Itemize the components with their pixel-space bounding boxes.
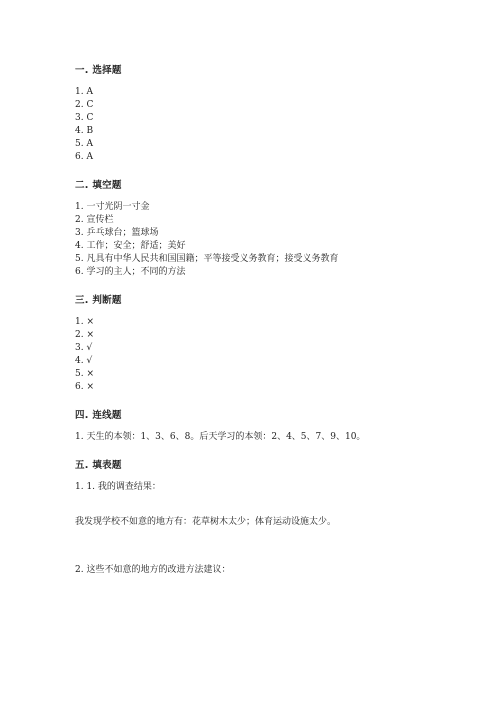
fill-blank-answer-5: 5. 凡具有中华人民共和国国籍；平等接受义务教育；接受义务教育	[75, 254, 339, 264]
matching-answer-1: 1. 天生的本领：1、3、6、8。后天学习的本领：2、4、5、7、9、10。	[75, 432, 366, 442]
section-title-table-fill: 五. 填表题	[75, 460, 122, 471]
fill-blank-answer-2: 2. 宣传栏	[75, 215, 114, 225]
choice-answer-4: 4. B	[75, 126, 94, 136]
choice-answer-3: 3. C	[75, 113, 94, 123]
true-false-answer-5: 5. ×	[75, 369, 94, 379]
section-title-matching: 四. 连线题	[75, 410, 122, 421]
choice-answer-6: 6. A	[75, 152, 93, 162]
true-false-answer-4: 4. √	[75, 356, 93, 366]
true-false-answer-6: 6. ×	[75, 382, 94, 392]
section-title-fill-blank: 二. 填空题	[75, 180, 122, 191]
table-fill-line-1: 1. 1. 我的调查结果：	[75, 482, 161, 492]
fill-blank-answer-6: 6. 学习的主人；不同的方法	[75, 267, 186, 277]
table-fill-line-2: 我发现学校不如意的地方有：花草树木太少；体育运动设施太少。	[75, 517, 337, 527]
choice-answer-5: 5. A	[75, 139, 93, 149]
true-false-answer-1: 1. ×	[75, 317, 94, 327]
table-fill-line-3: 2. 这些不如意的地方的改进方法建议：	[75, 565, 231, 575]
true-false-answer-3: 3. √	[75, 343, 93, 353]
fill-blank-answer-1: 1. 一寸光阴一寸金	[75, 202, 150, 212]
fill-blank-answer-3: 3. 乒乓球台；篮球场	[75, 228, 159, 238]
section-title-true-false: 三. 判断题	[75, 295, 122, 306]
choice-answer-2: 2. C	[75, 100, 94, 110]
choice-answer-1: 1. A	[75, 87, 93, 97]
fill-blank-answer-4: 4. 工作；安全；舒适；美好	[75, 241, 186, 251]
section-title-choice: 一. 选择题	[75, 65, 122, 76]
true-false-answer-2: 2. ×	[75, 330, 94, 340]
